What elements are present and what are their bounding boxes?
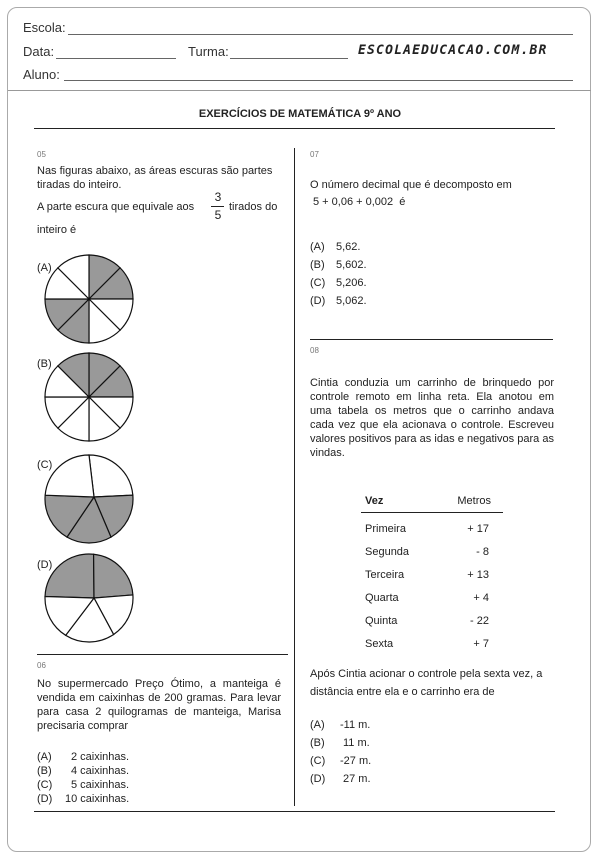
question-text: Cintia conduzia um carrinho de brinquedo por controle remoto em linha reta. Ela anotou em uma tabela os metros que o carrinho andava cada vez que ela acionava o controle. Escreveu valores positivos para as idas e negativos para as vindas.	[310, 377, 554, 459]
answer-option[interactable]	[310, 754, 371, 768]
option-letter: (C)	[310, 277, 326, 289]
table-row	[361, 513, 503, 541]
question-text: tirados do	[229, 201, 278, 213]
table-cell-metros: - 8	[476, 545, 489, 558]
option-letter: (C)	[37, 779, 53, 791]
question-text: A parte escura que equivale aos	[37, 201, 195, 213]
option-letter: (D)	[310, 295, 326, 307]
turma-label: Turma:	[188, 44, 229, 59]
option-text: 27 m.	[343, 773, 371, 785]
circle-option-a	[45, 255, 133, 343]
page-title: EXERCÍCIOS DE MATEMÁTICA 9º ANO	[198, 108, 402, 120]
site-logo-text: ESCOLAEDUCACAO.COM.BR	[358, 43, 548, 58]
table-cell-vez: Quarta	[365, 591, 399, 604]
answer-option[interactable]	[310, 276, 367, 290]
option-text: 5,62.	[336, 241, 361, 253]
answer-option[interactable]	[37, 778, 129, 792]
table-row	[361, 586, 503, 609]
option-letter: (B)	[310, 259, 325, 271]
question-text: inteiro é	[37, 224, 77, 236]
option-text: 4 caixinhas.	[71, 765, 130, 777]
table-cell-vez: Terceira	[365, 568, 405, 581]
option-text: 5,602.	[336, 259, 367, 271]
answer-option[interactable]	[37, 764, 129, 778]
fraction-circles	[0, 0, 300, 650]
option-label: (C)	[37, 459, 53, 471]
question-text: Nas figuras abaixo, as áreas escuras são partes tiradas do inteiro.	[37, 165, 273, 191]
footer-rule	[34, 811, 555, 812]
circle-sector	[45, 554, 94, 598]
fraction-numerator: 3	[214, 190, 222, 204]
option-letter: (A)	[310, 719, 325, 731]
table-header-row	[361, 489, 503, 513]
option-label: (A)	[37, 262, 52, 274]
answer-option[interactable]	[310, 258, 367, 272]
option-text: 5 caixinhas.	[71, 779, 130, 791]
circle-sector	[94, 554, 133, 598]
option-text: 2 caixinhas.	[71, 751, 130, 763]
answer-option[interactable]	[310, 718, 370, 732]
table-row	[361, 563, 503, 586]
table-cell-vez: Quinta	[365, 614, 398, 627]
table-cell-vez: Segunda	[365, 545, 410, 558]
answer-option[interactable]	[37, 792, 129, 806]
question-divider	[310, 339, 553, 340]
table-cell-metros: + 13	[467, 568, 489, 581]
circle-sector	[89, 455, 133, 497]
table-row	[361, 609, 503, 632]
circle-sector	[45, 455, 94, 497]
table-cell-metros: + 17	[467, 522, 489, 535]
escola-label: Escola:	[23, 20, 66, 35]
question-text: O número decimal que é decomposto em	[310, 179, 512, 191]
option-letter: (C)	[310, 755, 326, 767]
answer-option[interactable]	[37, 750, 129, 764]
option-text: 10 caixinhas.	[65, 793, 130, 805]
table-cell-vez: Sexta	[365, 637, 394, 650]
option-letter: (D)	[310, 773, 326, 785]
option-letter: (B)	[310, 737, 325, 749]
answer-option[interactable]	[310, 736, 370, 750]
option-label: (B)	[37, 358, 52, 370]
option-letter: (A)	[37, 751, 52, 763]
question-number: 08	[310, 346, 319, 355]
question-text: Após Cintia acionar o controle pela sexta vez, a distância entre ela e o carrinho era de	[310, 668, 543, 698]
answer-option[interactable]	[310, 294, 367, 308]
option-text: -27 m.	[340, 755, 372, 767]
circle-option-c	[45, 455, 133, 543]
question-text: No supermercado Preço Ótimo, a manteiga é vendida em caixinhas de 200 gramas. Para levar para casa 2 quilogramas de manteiga, Marisa precisaria comprar	[37, 678, 281, 732]
option-letter: (A)	[310, 241, 325, 253]
data-label: Data:	[23, 44, 55, 59]
option-text: -11 m.	[340, 719, 371, 731]
option-text: 11 m.	[343, 737, 370, 749]
option-letter: (D)	[37, 793, 53, 805]
circle-option-b	[45, 353, 133, 441]
table-row	[361, 632, 503, 655]
question-expression: 5 + 0,06 + 0,002 é	[313, 196, 406, 208]
table-cell-metros: + 4	[473, 591, 489, 604]
option-text: 5,206.	[336, 277, 367, 289]
table-cell-vez: Primeira	[365, 522, 406, 535]
table-cell-metros: - 22	[470, 614, 489, 627]
option-label: (D)	[37, 559, 53, 571]
question-number: 07	[310, 150, 319, 159]
table-header-vez: Vez	[365, 494, 384, 507]
answer-option[interactable]	[310, 772, 371, 786]
question-number: 06	[37, 661, 46, 670]
fraction-denominator: 5	[214, 208, 222, 222]
question-divider	[37, 654, 288, 655]
aluno-label: Aluno:	[23, 67, 60, 82]
question-number: 05	[37, 150, 46, 159]
option-text: 5,062.	[336, 295, 367, 307]
table-row	[361, 540, 503, 563]
option-letter: (B)	[37, 765, 52, 777]
meters-table	[361, 489, 503, 655]
table-cell-metros: + 7	[473, 637, 489, 650]
answer-option[interactable]	[310, 240, 360, 254]
circle-option-d	[45, 554, 133, 642]
table-header-metros: Metros	[457, 494, 491, 507]
